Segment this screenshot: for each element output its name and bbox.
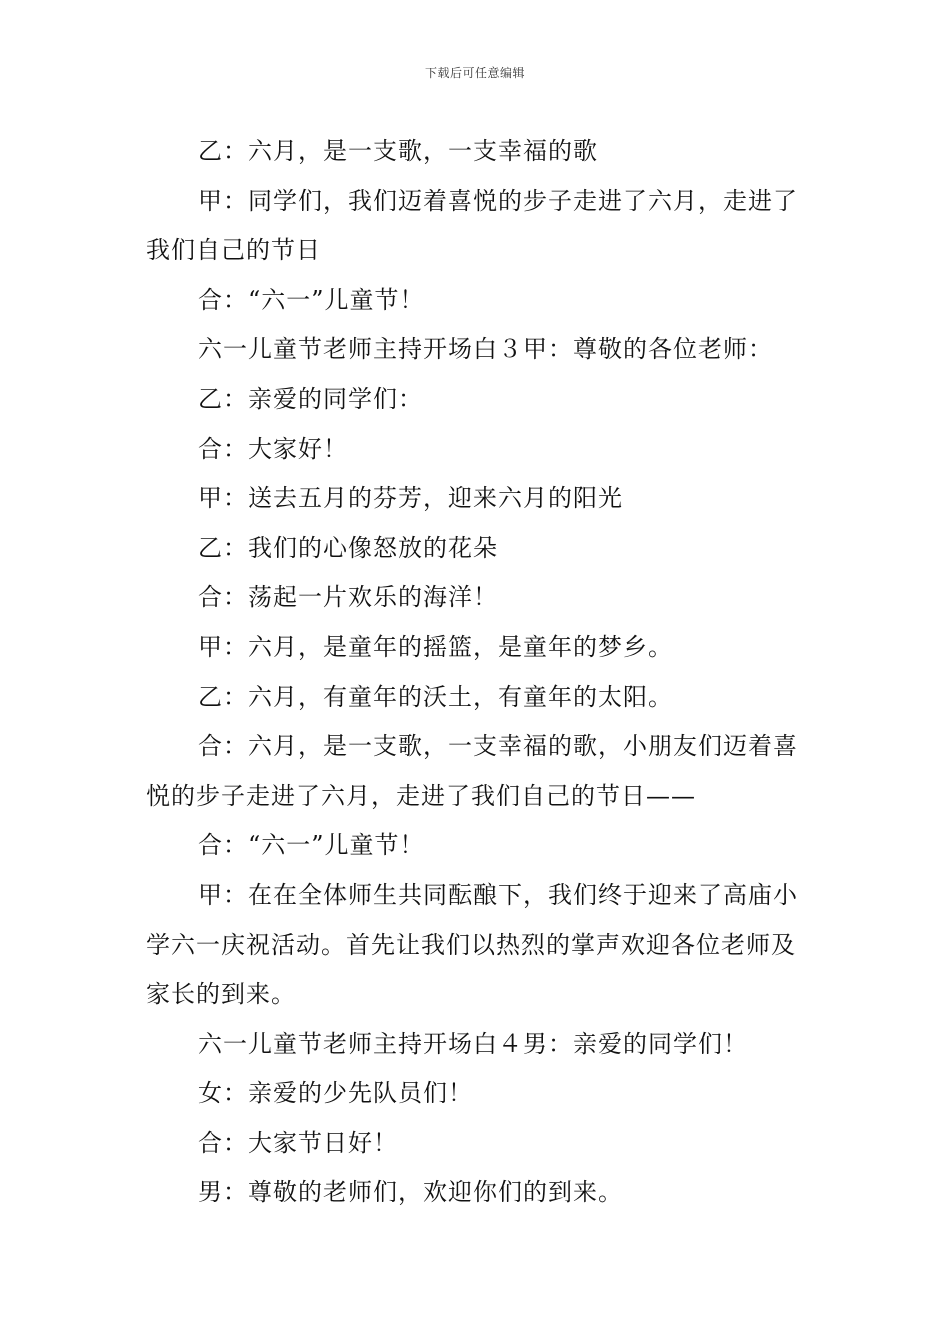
paragraph: 甲：六月，是童年的摇篮，是童年的梦乡。 [198, 632, 673, 661]
paragraph: 甲：送去五月的芬芳，迎来六月的阳光 [198, 484, 623, 513]
paragraph: 合：“六一”儿童节！ [198, 285, 425, 314]
paragraph: 女：亲爱的少先队员们！ [198, 1079, 473, 1108]
paragraph: 合：六月，是一支歌，一支幸福的歌，小朋友们迈着喜悦的步子走进了六月，走进了我们自己的节日—— [146, 732, 798, 810]
paragraph: 合：“六一”儿童节！ [198, 831, 425, 860]
paragraph: 六一儿童节老师主持开场白４男：亲爱的同学们！ [198, 1029, 748, 1058]
paragraph: 乙：亲爱的同学们： [198, 384, 423, 413]
page-header: 下载后可任意编辑 [424, 66, 525, 80]
paragraph: 乙：六月，是一支歌，一支幸福的歌 [198, 137, 598, 165]
paragraph: 乙：我们的心像怒放的花朵 [198, 533, 498, 562]
paragraph: 合：荡起一片欢乐的海洋！ [198, 583, 498, 612]
paragraph: 甲：在在全体师生共同酝酿下，我们终于迎来了高庙小学六一庆祝活动。首先让我们以热烈的掌声欢迎各位老师及家长的到来。 [146, 880, 798, 1009]
document-body [146, 127, 810, 1218]
paragraph: 合：大家好！ [198, 434, 348, 463]
paragraph: 乙：六月，有童年的沃土，有童年的太阳。 [198, 682, 673, 711]
paragraph: 甲：同学们，我们迈着喜悦的步子走进了六月，走进了我们自己的节日 [146, 186, 798, 265]
paragraph: 六一儿童节老师主持开场白３甲：尊敬的各位老师： [198, 335, 773, 364]
paragraph: 合：大家节日好！ [198, 1128, 398, 1157]
paragraph: 男：尊敬的老师们，欢迎你们的到来。 [198, 1178, 623, 1207]
